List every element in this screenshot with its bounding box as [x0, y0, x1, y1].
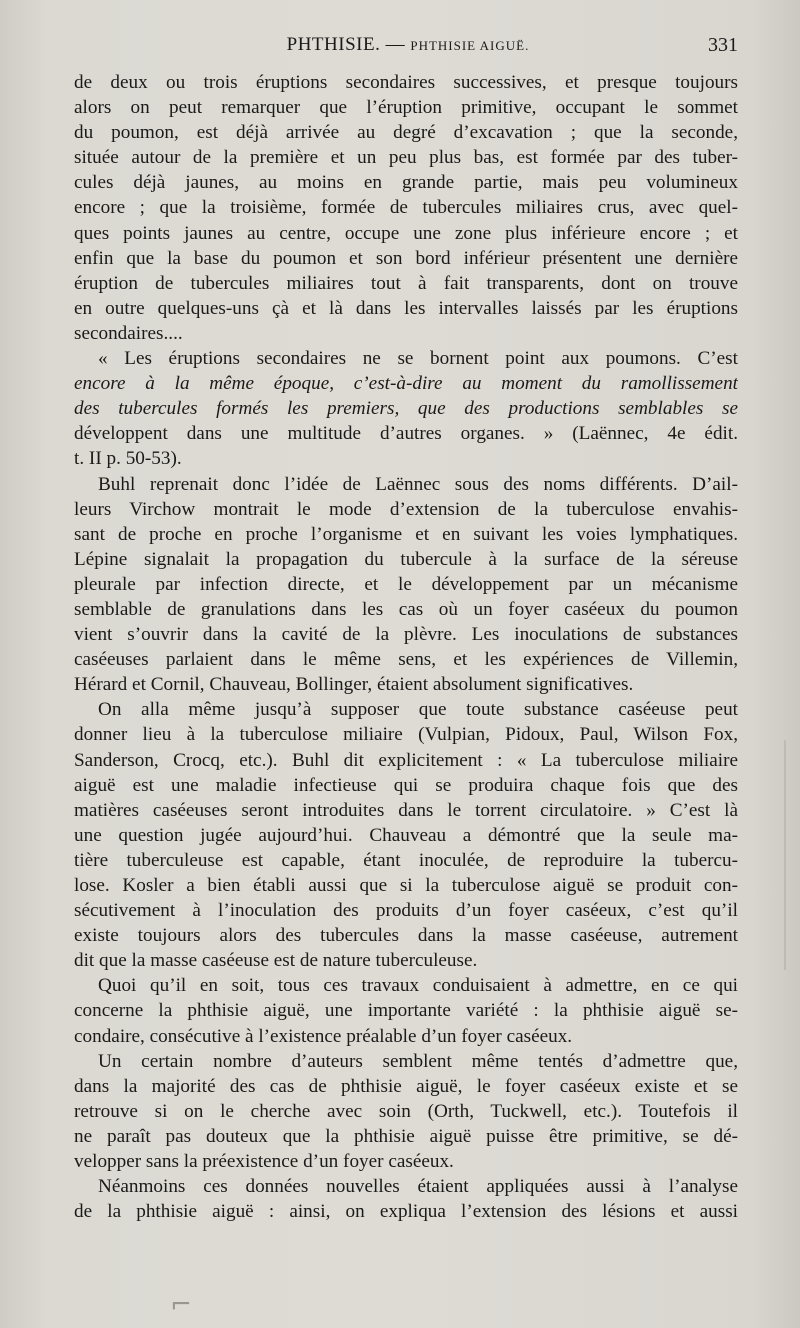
margin-bleed-line	[784, 740, 786, 970]
page-header	[78, 34, 738, 62]
text-line: enfin que la base du poumon et son bord inférieur présentent une dernière	[74, 247, 738, 269]
body-text	[74, 70, 738, 1224]
text-line: Lépine signalait la propagation du tubercule à la surface de la séreuse	[74, 548, 738, 570]
text-line: en outre quelques-uns çà et là dans les intervalles laissés par les éruptions	[74, 297, 738, 319]
text-line: alors on peut remarquer que l’éruption primitive, occupant le sommet	[74, 97, 738, 119]
text-line: leurs Virchow montrait le mode d’extension de la tuberculose envahis-	[74, 498, 738, 520]
text-line: de la phthisie aiguë : ainsi, on expliqua l’extension des lésions et aussi	[74, 1201, 738, 1223]
text-line: secondaires....	[74, 322, 183, 344]
page-number: 331	[708, 34, 738, 56]
text-line: sant de proche en proche l’organisme et en suivant les voies lymphatiques.	[74, 523, 738, 545]
text-line: caséeuses parlaient dans le même sens, et les expériences de Villemin,	[74, 649, 738, 671]
text-line: des tubercules formés les premiers, que des productions semblables se	[74, 398, 738, 420]
text-line: Néanmoins ces données nouvelles étaient appliquées aussi à l’analyse	[98, 1176, 738, 1198]
text-line: encore ; que la troisième, formée de tubercules miliaires crus, avec quel-	[74, 197, 738, 219]
text-line: tière tuberculeuse est capable, étant inoculée, de reproduire la tubercu-	[74, 849, 738, 871]
text-line: pleurale par infection directe, et le développement par un mécanisme	[74, 573, 738, 595]
text-line: On alla même jusqu’à supposer que toute substance caséeuse peut	[98, 699, 738, 721]
text-line: donner lieu à la tuberculose miliaire (Vulpian, Pidoux, Paul, Wilson Fox,	[74, 724, 738, 746]
text-line: ques points jaunes au centre, occupe une zone plus inférieure encore ; et	[74, 222, 738, 244]
text-line: Sanderson, Crocq, etc.). Buhl dit explicitement : « La tuberculose miliaire	[74, 749, 738, 771]
text-line: de deux ou trois éruptions secondaires successives, et presque toujours	[74, 72, 738, 93]
text-line: concerne la phthisie aiguë, une importante variété : la phthisie aiguë se-	[74, 1000, 738, 1022]
text-line: située autour de la première et un peu plus bas, est formée par des tuber-	[74, 147, 738, 169]
text-line: sécutivement à l’inoculation des produits d’un foyer caséeux, c’est qu’il	[74, 900, 738, 922]
text-line: aiguë est une maladie infectieuse qui se produira chaque fois que des	[74, 774, 738, 796]
running-head	[78, 34, 738, 56]
text-line: ne paraît pas douteux que la phthisie aiguë puisse être primitive, se dé-	[74, 1125, 738, 1147]
text-line: Un certain nombre d’auteurs semblent même tentés d’admettre que,	[98, 1050, 738, 1072]
text-line: Quoi qu’il en soit, tous ces travaux conduisaient à admettre, en ce qui	[98, 975, 738, 997]
text-line: dans la majorité des cas de phthisie aiguë, le foyer caséeux existe et se	[74, 1075, 738, 1097]
text-line: matières caséeuses seront introduites dans le torrent circulatoire. » C’est là	[74, 799, 738, 821]
text-line: encore à la même époque, c’est-à-dire au moment du ramollissement	[74, 373, 738, 395]
running-head-title: PHTHISIE.	[286, 34, 381, 55]
text-line: lose. Kosler a bien établi aussi que si la tuberculose aiguë se produit con-	[74, 875, 738, 896]
text-line: semblable de granulations dans les cas où un foyer caséeux du poumon	[74, 598, 738, 620]
text-line: retrouve si on le cherche avec soin (Orth, Tuckwell, etc.). Toutefois il	[74, 1100, 738, 1122]
text-line: Hérard et Cornil, Chauveau, Bollinger, étaient absolument significatives.	[74, 674, 634, 696]
text-line: une question jugée aujourd’hui. Chauveau a démontré que la seule ma-	[74, 824, 738, 846]
text-line: du poumon, est déjà arrivée au degré d’excavation ; que la seconde,	[74, 122, 738, 144]
text-line: t. II p. 50-53).	[74, 448, 182, 470]
running-head-subtitle: PHTHISIE AIGUË.	[410, 38, 530, 53]
text-line: cules déjà jaunes, au moins en grande partie, mais peu volumineux	[74, 172, 738, 194]
text-line: existe toujours alors des tubercules dans la masse caséeuse, autrement	[74, 925, 738, 947]
text-line: velopper sans la préexistence d’un foyer caséeux.	[74, 1151, 454, 1173]
text-line: « Les éruptions secondaires ne se bornent point aux poumons. C’est	[98, 348, 738, 370]
running-head-dash: —	[385, 34, 406, 55]
text-line: condaire, consécutive à l’existence préalable d’un foyer caséeux.	[74, 1025, 573, 1047]
text-line: développent dans une multitude d’autres organes. » (Laënnec, 4e édit.	[74, 423, 738, 445]
text-line: Buhl reprenait donc l’idée de Laënnec sous des noms différents. D’ail-	[98, 473, 738, 495]
text-line: vient s’ouvrir dans la cavité de la plèvre. Les inoculations de substances	[74, 624, 738, 646]
text-line: éruption de tubercules miliaires tout à fait transparents, dont on trouve	[74, 272, 738, 294]
text-line: dit que la masse caséeuse est de nature tuberculeuse.	[74, 950, 478, 972]
pencil-mark: ⌐	[170, 1290, 192, 1320]
